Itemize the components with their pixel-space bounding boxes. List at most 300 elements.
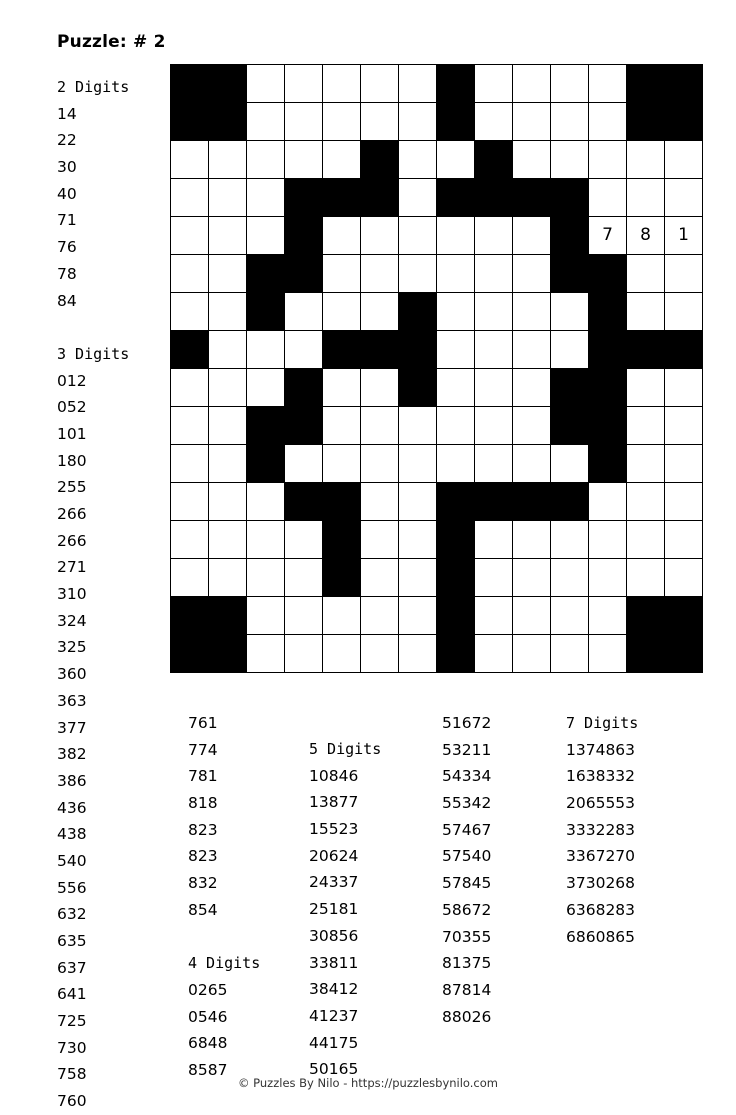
grid-cell[interactable] — [437, 217, 475, 255]
grid-cell[interactable] — [399, 255, 437, 293]
word-list-entry: 386 — [57, 771, 87, 790]
grid-cell[interactable] — [171, 141, 209, 179]
grid-cell[interactable] — [285, 293, 323, 331]
grid-cell[interactable] — [209, 369, 247, 407]
word-list-entry: 854 — [188, 900, 218, 919]
grid-cell[interactable] — [589, 521, 627, 559]
grid-cell-block — [627, 65, 665, 103]
crossword-grid[interactable] — [170, 64, 703, 673]
grid-cell[interactable] — [399, 65, 437, 103]
grid-cell[interactable] — [361, 407, 399, 445]
grid-cell[interactable] — [399, 445, 437, 483]
grid-cell-block — [171, 331, 209, 369]
grid-cell[interactable] — [513, 217, 551, 255]
grid-cell-block — [627, 103, 665, 141]
grid-cell[interactable] — [551, 293, 589, 331]
grid-cell[interactable] — [209, 521, 247, 559]
grid-cell[interactable] — [247, 141, 285, 179]
word-list-row — [442, 870, 491, 897]
grid-cell-block — [323, 521, 361, 559]
grid-cell[interactable] — [361, 483, 399, 521]
grid-cell[interactable] — [475, 255, 513, 293]
grid-row — [171, 521, 703, 559]
word-list-entry: 540 — [57, 851, 87, 870]
word-list-row — [188, 763, 260, 790]
grid-cell-block — [285, 179, 323, 217]
word-list-row — [188, 977, 260, 1004]
word-list-row — [57, 875, 129, 902]
grid-cell-filled[interactable]: 8 — [627, 217, 665, 255]
grid-cell[interactable] — [247, 217, 285, 255]
grid-cell[interactable] — [323, 103, 361, 141]
grid-cell[interactable] — [665, 141, 703, 179]
grid-cell[interactable] — [665, 483, 703, 521]
word-list-entry: 271 — [57, 558, 87, 577]
grid-cell[interactable] — [209, 293, 247, 331]
word-list-entry: 266 — [57, 531, 87, 550]
grid-cell[interactable] — [247, 331, 285, 369]
word-list-heading: 4 Digits — [188, 954, 261, 973]
word-list-entry: 51672 — [442, 714, 492, 732]
grid-row — [171, 445, 703, 483]
grid-cell[interactable] — [361, 369, 399, 407]
word-list-row — [188, 1030, 260, 1057]
grid-row — [171, 293, 703, 331]
grid-cell[interactable] — [551, 521, 589, 559]
grid-cell[interactable] — [209, 255, 247, 293]
grid-cell[interactable] — [399, 407, 437, 445]
word-list-row — [57, 661, 129, 688]
grid-cell-block — [285, 217, 323, 255]
grid-cell[interactable] — [399, 217, 437, 255]
grid-cell[interactable] — [399, 103, 437, 141]
grid-cell[interactable] — [437, 255, 475, 293]
word-list-entry: 052 — [57, 398, 87, 417]
word-list-entry: 632 — [57, 905, 87, 924]
grid-cell[interactable] — [665, 179, 703, 217]
word-list-entry: 50165 — [309, 1060, 359, 1079]
grid-cell[interactable] — [361, 597, 399, 635]
word-list-heading: 2 Digits — [57, 78, 130, 96]
grid-cell[interactable] — [551, 597, 589, 635]
grid-cell[interactable] — [475, 635, 513, 673]
grid-cell[interactable] — [437, 445, 475, 483]
grid-cell[interactable] — [399, 521, 437, 559]
grid-cell[interactable] — [361, 635, 399, 673]
word-list-row — [566, 737, 638, 764]
grid-cell[interactable] — [247, 483, 285, 521]
grid-cell[interactable] — [513, 559, 551, 597]
grid-cell[interactable] — [323, 293, 361, 331]
grid-cell[interactable] — [513, 407, 551, 445]
grid-cell-block — [589, 331, 627, 369]
grid-cell[interactable] — [665, 293, 703, 331]
grid-cell[interactable] — [665, 369, 703, 407]
grid-cell[interactable] — [475, 445, 513, 483]
grid-cell[interactable] — [209, 179, 247, 217]
grid-cell[interactable] — [475, 331, 513, 369]
grid-cell[interactable] — [551, 65, 589, 103]
grid-cell[interactable] — [475, 65, 513, 103]
grid-cell[interactable] — [627, 179, 665, 217]
grid-cell-block — [627, 597, 665, 635]
grid-cell[interactable] — [171, 293, 209, 331]
grid-cell[interactable] — [627, 293, 665, 331]
grid-cell[interactable] — [551, 445, 589, 483]
grid-cell[interactable] — [209, 483, 247, 521]
grid-cell[interactable] — [627, 483, 665, 521]
word-list-row — [442, 897, 491, 924]
grid-cell[interactable] — [589, 65, 627, 103]
word-list-entry: 30 — [57, 158, 77, 177]
word-list-entry: 012 — [57, 371, 87, 390]
word-list-row — [309, 736, 381, 763]
grid-cell[interactable] — [627, 369, 665, 407]
grid-cell[interactable] — [589, 179, 627, 217]
grid-cell-block — [437, 103, 475, 141]
grid-cell[interactable] — [589, 103, 627, 141]
grid-cell[interactable] — [323, 141, 361, 179]
word-list-row — [309, 976, 381, 1003]
grid-cell[interactable] — [513, 445, 551, 483]
grid-cell[interactable] — [551, 635, 589, 673]
word-list-entry: 556 — [57, 878, 87, 897]
grid-cell[interactable] — [437, 369, 475, 407]
word-list-row — [57, 1008, 129, 1035]
grid-cell[interactable] — [589, 141, 627, 179]
word-list-row — [566, 897, 638, 924]
grid-row — [171, 65, 703, 103]
grid-row — [171, 559, 703, 597]
word-list-entry: 20624 — [309, 846, 359, 865]
grid-row — [171, 103, 703, 141]
grid-cell[interactable] — [627, 407, 665, 445]
word-list-row — [57, 314, 129, 341]
grid-cell[interactable] — [171, 217, 209, 255]
grid-row — [171, 407, 703, 445]
word-list-entry: 360 — [57, 665, 87, 684]
grid-cell[interactable] — [513, 65, 551, 103]
grid-cell[interactable] — [247, 597, 285, 635]
grid-cell[interactable] — [399, 483, 437, 521]
word-list-row — [57, 795, 129, 822]
grid-cell[interactable] — [665, 255, 703, 293]
grid-cell-block — [551, 369, 589, 407]
grid-cell[interactable] — [209, 407, 247, 445]
word-list-entry: 438 — [57, 825, 87, 844]
grid-cell[interactable] — [399, 597, 437, 635]
page-title: Puzzle: # 2 — [57, 32, 166, 52]
grid-cell[interactable] — [361, 103, 399, 141]
grid-cell[interactable] — [209, 141, 247, 179]
word-list-row — [188, 950, 260, 977]
word-list-entry: 310 — [57, 585, 87, 604]
grid-cell[interactable] — [513, 521, 551, 559]
word-list-row — [442, 1004, 491, 1031]
word-list-entry: 818 — [188, 794, 218, 813]
grid-cell-block — [475, 179, 513, 217]
grid-cell-block — [247, 255, 285, 293]
grid-row — [171, 635, 703, 673]
grid-cell[interactable] — [361, 559, 399, 597]
grid-cell-block — [399, 293, 437, 331]
grid-cell[interactable] — [361, 65, 399, 103]
word-list-row — [57, 501, 129, 528]
grid-cell[interactable] — [361, 217, 399, 255]
grid-cell[interactable] — [399, 141, 437, 179]
grid-cell[interactable] — [665, 559, 703, 597]
grid-cell[interactable] — [475, 521, 513, 559]
word-list-entry: 71 — [57, 211, 77, 230]
grid-cell-block — [475, 141, 513, 179]
word-list-row — [566, 924, 638, 951]
word-list-row — [309, 789, 381, 816]
word-list-row — [188, 924, 260, 951]
word-list-row — [566, 817, 638, 844]
grid-cell-block — [285, 483, 323, 521]
grid-cell[interactable] — [285, 559, 323, 597]
word-list-entry: 781 — [188, 767, 218, 786]
word-list-row — [57, 421, 129, 448]
grid-cell[interactable] — [437, 407, 475, 445]
word-list-row — [566, 870, 638, 897]
grid-cell[interactable] — [171, 559, 209, 597]
word-list-column-1 — [57, 74, 129, 1115]
grid-cell-block — [627, 635, 665, 673]
grid-cell[interactable] — [323, 635, 361, 673]
grid-row — [171, 483, 703, 521]
grid-cell-block — [665, 103, 703, 141]
grid-cell[interactable] — [437, 293, 475, 331]
word-list-entry: 760 — [57, 1092, 87, 1111]
word-list-row — [309, 763, 381, 790]
grid-cell[interactable] — [551, 559, 589, 597]
grid-cell[interactable] — [589, 483, 627, 521]
word-list-heading: 7 Digits — [566, 714, 639, 732]
grid-cell[interactable] — [323, 407, 361, 445]
grid-cell[interactable] — [361, 521, 399, 559]
grid-cell[interactable] — [209, 445, 247, 483]
word-list-entry: 0546 — [188, 1007, 228, 1026]
grid-cell-block — [589, 445, 627, 483]
grid-cell[interactable] — [323, 369, 361, 407]
grid-cell-block — [361, 141, 399, 179]
grid-cell[interactable] — [247, 65, 285, 103]
word-list-entry: 758 — [57, 1065, 87, 1084]
word-list-entry: 2065553 — [566, 794, 636, 813]
word-list-entry: 30856 — [309, 926, 359, 945]
word-list-entry: 832 — [188, 874, 218, 893]
word-list-row — [188, 843, 260, 870]
word-list-row — [57, 768, 129, 795]
grid-cell-block — [209, 597, 247, 635]
grid-cell-block — [247, 445, 285, 483]
word-list-entry: 13877 — [309, 793, 359, 812]
grid-cell[interactable] — [323, 217, 361, 255]
grid-cell-block — [323, 179, 361, 217]
grid-cell[interactable] — [247, 103, 285, 141]
word-list-row — [57, 261, 129, 288]
grid-cell[interactable] — [627, 255, 665, 293]
grid-cell[interactable] — [171, 521, 209, 559]
grid-cell[interactable] — [399, 635, 437, 673]
grid-cell[interactable] — [171, 407, 209, 445]
grid-cell[interactable] — [285, 141, 323, 179]
grid-cell[interactable] — [171, 483, 209, 521]
grid-cell[interactable] — [209, 559, 247, 597]
grid-cell-block — [437, 559, 475, 597]
grid-cell[interactable] — [475, 559, 513, 597]
grid-cell[interactable] — [285, 521, 323, 559]
grid-cell[interactable] — [627, 559, 665, 597]
word-list-row — [566, 710, 638, 737]
word-list-entry: 88026 — [442, 1007, 492, 1026]
grid-cell[interactable] — [589, 597, 627, 635]
grid-cell[interactable] — [285, 635, 323, 673]
grid-cell-block — [665, 635, 703, 673]
word-list-entry: 15523 — [309, 820, 359, 839]
grid-cell[interactable] — [513, 293, 551, 331]
word-list-entry: 87814 — [442, 980, 492, 999]
grid-cell[interactable] — [627, 521, 665, 559]
grid-cell[interactable] — [247, 369, 285, 407]
word-list-column-3 — [309, 736, 381, 1083]
word-list-row — [57, 154, 129, 181]
word-list-row — [57, 528, 129, 555]
grid-cell[interactable] — [475, 597, 513, 635]
word-list-entry: 57540 — [442, 847, 492, 866]
word-list-row — [57, 715, 129, 742]
grid-cell[interactable] — [665, 521, 703, 559]
grid-cell-block — [475, 483, 513, 521]
grid-row — [171, 141, 703, 179]
word-list-entry: 363 — [57, 691, 87, 710]
word-list-row — [309, 950, 381, 977]
word-list-row — [188, 737, 260, 764]
grid-cell[interactable] — [171, 255, 209, 293]
grid-cell-block — [437, 65, 475, 103]
grid-cell[interactable] — [323, 445, 361, 483]
grid-cell[interactable] — [209, 331, 247, 369]
grid-cell[interactable] — [361, 293, 399, 331]
grid-cell[interactable] — [171, 179, 209, 217]
word-list-row — [442, 843, 491, 870]
word-list-row — [188, 790, 260, 817]
grid-cell-filled[interactable]: 1 — [665, 217, 703, 255]
grid-cell[interactable] — [285, 331, 323, 369]
grid-cell[interactable] — [285, 597, 323, 635]
grid-cell-block — [323, 559, 361, 597]
grid-cell-block — [437, 597, 475, 635]
word-list-row — [57, 101, 129, 128]
grid-cell[interactable] — [551, 331, 589, 369]
grid-cell[interactable] — [513, 141, 551, 179]
grid-cell[interactable] — [247, 635, 285, 673]
word-list-entry: 6860865 — [566, 927, 636, 946]
word-list-row — [57, 901, 129, 928]
grid-cell[interactable] — [171, 369, 209, 407]
grid-cell-filled[interactable]: 7 — [589, 217, 627, 255]
word-list-row — [57, 928, 129, 955]
grid-cell[interactable] — [285, 103, 323, 141]
grid-cell[interactable] — [437, 331, 475, 369]
grid-cell[interactable] — [475, 407, 513, 445]
grid-cell-block — [437, 179, 475, 217]
grid-cell-block — [665, 65, 703, 103]
word-list-row — [57, 207, 129, 234]
word-list-row — [57, 234, 129, 261]
grid-cell[interactable] — [285, 65, 323, 103]
grid-cell[interactable] — [513, 331, 551, 369]
grid-cell[interactable] — [209, 217, 247, 255]
grid-cell[interactable] — [475, 369, 513, 407]
grid-cell[interactable] — [475, 103, 513, 141]
grid-cell[interactable] — [247, 179, 285, 217]
grid-cell[interactable] — [171, 445, 209, 483]
grid-cell[interactable] — [665, 445, 703, 483]
grid-cell[interactable] — [627, 445, 665, 483]
grid-cell-block — [171, 65, 209, 103]
grid-cell[interactable] — [399, 559, 437, 597]
word-list-entry: 3367270 — [566, 847, 636, 866]
grid-cell[interactable] — [285, 445, 323, 483]
grid-cell[interactable] — [437, 141, 475, 179]
word-list-row — [309, 816, 381, 843]
grid-cell[interactable] — [665, 407, 703, 445]
word-list-entry: 6368283 — [566, 900, 636, 919]
grid-cell[interactable] — [513, 369, 551, 407]
grid-cell[interactable] — [627, 141, 665, 179]
word-list-row — [57, 448, 129, 475]
grid-cell[interactable] — [399, 179, 437, 217]
word-list-row — [57, 1088, 129, 1115]
grid-cell[interactable] — [323, 65, 361, 103]
word-list-row — [442, 763, 491, 790]
word-list-entry: 41237 — [309, 1006, 359, 1025]
grid-cell[interactable] — [513, 635, 551, 673]
grid-cell-block — [665, 597, 703, 635]
grid-cell[interactable] — [513, 597, 551, 635]
grid-cell[interactable] — [513, 103, 551, 141]
grid-cell[interactable] — [323, 255, 361, 293]
word-list-entry: 637 — [57, 958, 87, 977]
grid-cell-block — [551, 483, 589, 521]
word-list-row — [57, 688, 129, 715]
grid-cell[interactable] — [513, 255, 551, 293]
word-list-entry: 730 — [57, 1038, 87, 1057]
grid-row — [171, 331, 703, 369]
grid-cell[interactable] — [361, 445, 399, 483]
grid-cell[interactable] — [323, 597, 361, 635]
grid-row — [171, 255, 703, 293]
grid-cell[interactable] — [247, 521, 285, 559]
word-list-row — [57, 181, 129, 208]
grid-cell[interactable] — [551, 103, 589, 141]
grid-cell[interactable] — [589, 635, 627, 673]
grid-cell[interactable] — [361, 255, 399, 293]
grid-cell[interactable] — [475, 293, 513, 331]
grid-cell[interactable] — [475, 217, 513, 255]
word-list-row — [57, 741, 129, 768]
word-list-row — [57, 955, 129, 982]
grid-table[interactable] — [170, 64, 703, 673]
grid-cell[interactable] — [551, 141, 589, 179]
grid-cell[interactable] — [247, 559, 285, 597]
grid-cell[interactable] — [589, 559, 627, 597]
word-list-entry: 38412 — [309, 980, 359, 999]
word-list-row — [309, 896, 381, 923]
word-list-entry: 84 — [57, 291, 77, 310]
